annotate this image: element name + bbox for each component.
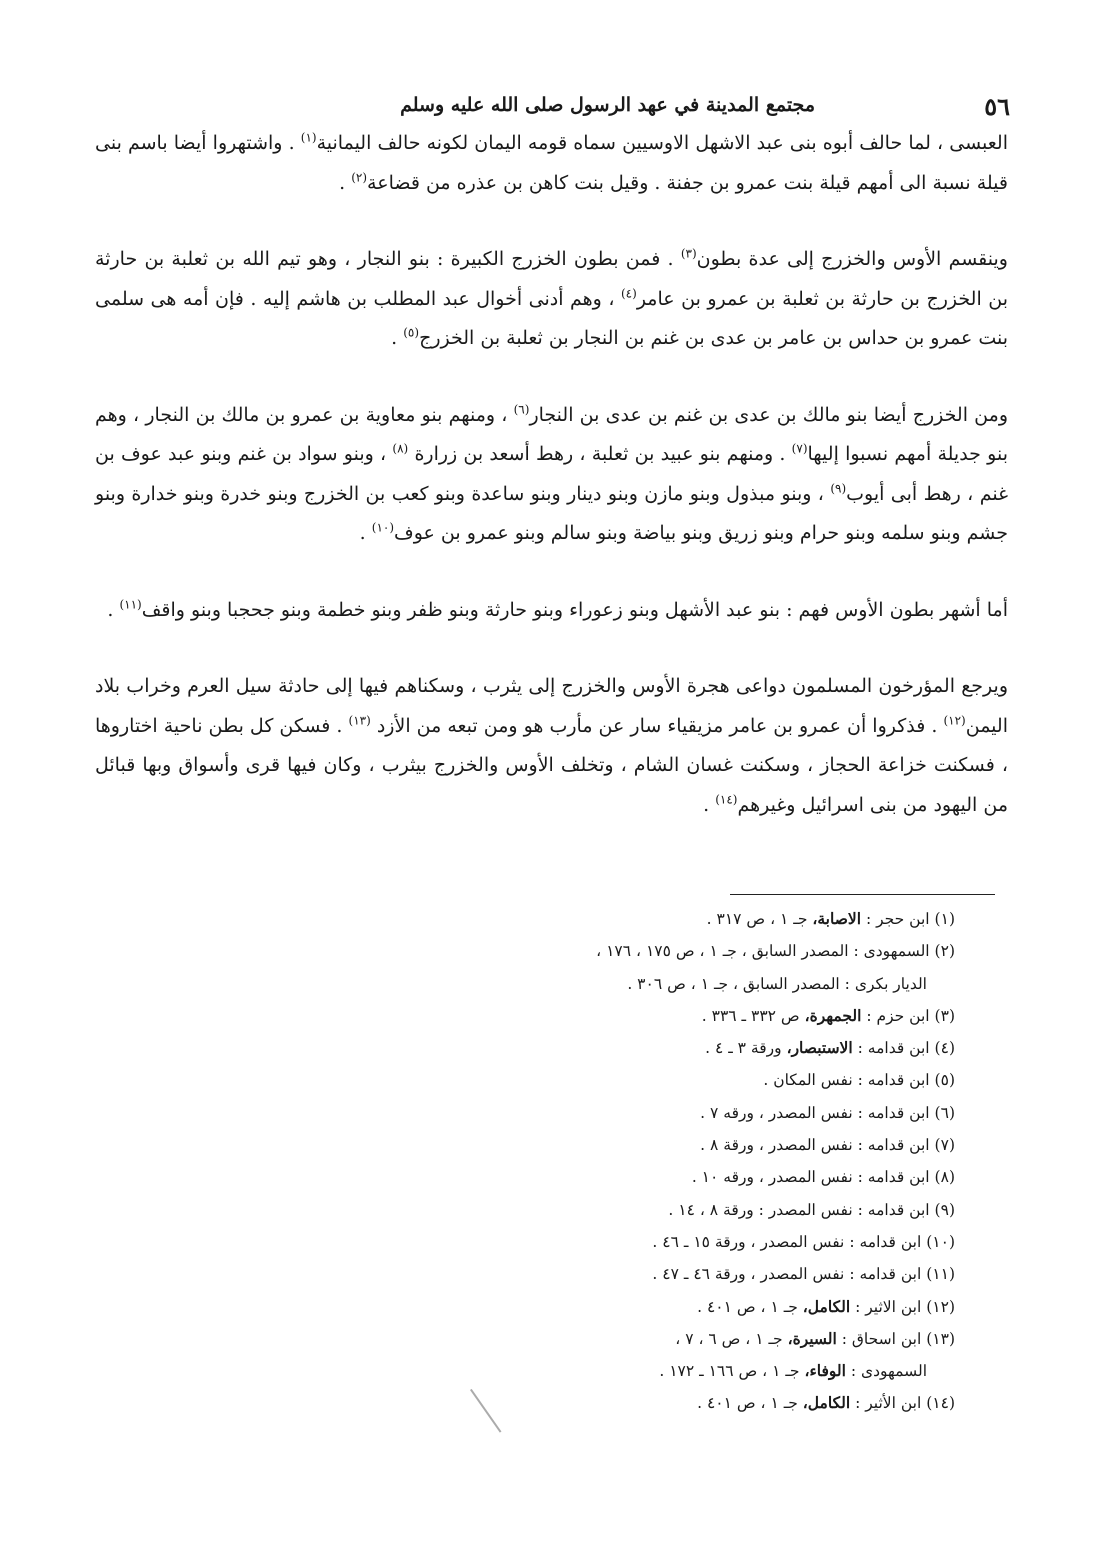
footnote-title: الكامل،: [802, 1296, 851, 1316]
page-header: [90, 92, 1010, 120]
footnote-detail: نفس المكان .: [763, 1071, 853, 1090]
footnote-ref[interactable]: (١٤): [715, 792, 738, 807]
paragraph: [95, 124, 1008, 203]
running-title: مجتمع المدينة في عهد الرسول صلى الله عليه وسلم: [400, 94, 815, 116]
footnote-item: [395, 1323, 955, 1355]
footnote-author: ابن اسحاق :: [841, 1329, 922, 1348]
text-run: وأسواق وبها قبائل من اليهود من بنى اسرائيل وغيرهم: [95, 754, 1008, 816]
footnote-detail: نفس المصدر ، ورقة ١٥ ـ ٤٦ .: [652, 1232, 845, 1251]
footnote-number: (٥): [934, 1071, 955, 1090]
text-run: واقف: [141, 598, 185, 621]
footnote-item: [395, 1032, 955, 1064]
footnote-number: (١٤): [926, 1394, 955, 1413]
footnote-ref[interactable]: (٥): [403, 325, 420, 340]
footnote-author: ابن قدامه :: [849, 1232, 922, 1251]
footnote-detail: نفس المصدر ، ورقة ٤٦ ـ ٤٧ .: [652, 1265, 845, 1284]
footnote-number: (١٢): [926, 1297, 955, 1316]
footnote-item: [395, 1194, 955, 1226]
footnote-detail: جـ ١ ، ص ٦ ، ٧ ،: [675, 1329, 783, 1348]
footnote-title: الاصابة،: [812, 909, 862, 928]
text-run: وخراب بلاد اليمن: [95, 675, 1008, 737]
body-text: [95, 124, 1008, 862]
footnote-detail: المصدر السابق ، جـ ١ ، ص ١٧٥ ، ١٧٦ ،: [596, 942, 849, 961]
footnote-ref[interactable]: (٤): [620, 286, 637, 301]
footnote-author: ابن حجر :: [865, 910, 930, 928]
footnote-author: ابن الأثير :: [855, 1394, 922, 1413]
paragraph-text: [95, 240, 1008, 359]
paragraph: [95, 667, 1008, 825]
text-run: خدرة وبنو خدارة وبنو جشم وبنو سلمه وبنو حرام وبنو زريق وبنو بياضة وبنو سالم وبنو عمرو بن عوف: [95, 482, 1008, 544]
footnote-ref[interactable]: (٩): [830, 481, 847, 496]
text-run: . فذكروا أن عمرو بن عامر مزيقياء سار عن مأرب هو ومن تبعه من الأزد: [376, 714, 944, 737]
footnote-number: (٦): [934, 1103, 955, 1122]
footnote-item: [395, 935, 955, 967]
text-run: وبنو عبد عوف بن غنم ، رهط أبى أيوب: [95, 443, 1009, 505]
footnote-ref[interactable]: (٧): [791, 441, 808, 456]
footnote-ref[interactable]: (٦): [513, 402, 530, 417]
footnote-detail: جـ ١ ، ص ٤٠١ .: [697, 1297, 798, 1316]
text-run: .: [703, 793, 716, 816]
footnote-number: (١): [934, 910, 955, 928]
footnote-item: [395, 968, 955, 1000]
footnote-ref[interactable]: (١٠): [371, 520, 395, 535]
footnote-item: [395, 1291, 955, 1323]
footnote-item: [395, 1097, 955, 1129]
text-run: . فمن بطون الخزرج الكبيرة : بنو النجار ، وهو تيم الله بن ثعلبة بن: [144, 248, 681, 270]
text-run: ، وهم أدنى أخوال عبد المطلب بن هاشم إليه . فإن أمه هى: [150, 287, 621, 310]
text-run: ، ومنهم بنو معاوية بن عمرو بن مالك بن: [195, 403, 514, 426]
paragraph-text: [95, 396, 1008, 554]
text-run: .: [339, 171, 352, 194]
footnote-item: [395, 1226, 955, 1258]
footnote-title: الاستبصار،: [786, 1038, 853, 1058]
paragraph-text: [95, 591, 1008, 631]
footnote-number: (٨): [934, 1168, 955, 1187]
text-run: ويرجع المؤرخون المسلمون دواعى هجرة الأوس والخزرج إلى يثرب ، وسكناهم فيها إلى حادثة سيل العرم: [187, 675, 1008, 697]
footnote-author: السمهودى :: [853, 942, 930, 961]
paragraph: [95, 396, 1008, 554]
paragraph-text: [95, 667, 1008, 825]
text-run: . فسكن كل بطن: [208, 714, 349, 737]
footnote-author: ابن حزم :: [866, 1006, 930, 1025]
footnote-detail: نفس المصدر ، ورقة ٨ .: [700, 1136, 853, 1155]
text-run: ومن الخزرج أيضا بنو مالك بن عدى بن غنم بن عدى بن النجار: [529, 403, 1008, 426]
text-run: ، وبنو مبذول وبنو مازن وبنو دينار وبنو ساعدة وبنو كعب بن الخزرج وبنو: [267, 482, 831, 505]
text-run: أما أشهر بطون الأوس فهم : بنو عبد الأشهل وبنو زعوراء وبنو حارثة وبنو ظفر وبنو خطمة وبنو جحجبا وبنو: [191, 598, 1008, 621]
footnote-title: السيرة،: [787, 1328, 837, 1348]
text-run: وينقسم الأوس والخزرج إلى عدة بطون: [696, 248, 1008, 270]
footnote-detail: نفس المصدر ، ورقه ١٠ .: [691, 1168, 853, 1187]
paragraph: [95, 591, 1008, 631]
text-run: .: [359, 522, 372, 544]
text-run: العبسى ، لما حالف أبوه بنى عبد الاشهل الاوسيين سماه قومه اليمان لكونه حالف اليمانية: [316, 132, 1009, 154]
footnote-ref[interactable]: (٣): [680, 246, 697, 261]
footnote-detail: نفس المصدر ، ورقه ٧ .: [700, 1103, 853, 1122]
page-number: ٥٦: [984, 92, 1010, 121]
footnote-author: ابن قدامه :: [857, 1103, 930, 1122]
footnote-detail: جـ ١ ، ص ٣١٧ .: [706, 910, 808, 928]
footnote-number: (٣): [934, 1006, 955, 1025]
footnote-number: (٤): [934, 1039, 955, 1058]
footnote-ref[interactable]: (١٣): [348, 713, 371, 728]
footnote-item: [395, 1258, 955, 1290]
footnote-author: ابن قدامه :: [857, 1071, 930, 1090]
footnote-author: ابن الاثير :: [855, 1297, 922, 1316]
footnote-detail: ص ٣٣٢ ـ ٣٣٦ .: [701, 1006, 800, 1025]
footnote-ref[interactable]: (٢): [351, 170, 368, 185]
text-run: قيلة نسبة الى أمهم قيلة بنت عمرو بن جفنة . وقيل بنت كاهن بن عذره من قضاعة: [367, 171, 1008, 194]
footnote-number: (١١): [926, 1265, 955, 1284]
text-run: .: [107, 598, 120, 621]
footnote-divider: [730, 894, 995, 895]
footnote-number: (٧): [934, 1136, 955, 1155]
footnote-ref[interactable]: (١١): [119, 597, 142, 612]
footnote-item: [395, 903, 955, 935]
footnote-detail: المصدر السابق ، جـ ١ ، ص ٣٠٦ .: [627, 974, 840, 993]
footnote-detail: جـ ١ ، ص ١٦٦ ـ ١٧٢ .: [659, 1362, 800, 1381]
footnote-number: (٩): [934, 1200, 955, 1219]
footnote-item: [395, 1129, 955, 1161]
text-run: ناحية اختاروها ، فسكنت خزاعة الحجاز ، وسكنت غسان الشام ، وتخلف الأوس والخزرج بيثرب ، وكان فيها قرى: [95, 714, 1008, 776]
footnote-number: (١٠): [926, 1232, 955, 1251]
footnote-author: ابن قدامه :: [857, 1136, 930, 1155]
footnote-item: [395, 1355, 955, 1387]
text-run: . واشتهروا أيضا باسم بنى: [95, 132, 301, 154]
footnote-detail: نفس المصدر : ورقة ٨ ، ١٤ .: [668, 1200, 853, 1219]
footnote-ref[interactable]: (١٢): [943, 713, 966, 728]
footnote-item: [395, 1064, 955, 1096]
footnote-item: [395, 1000, 955, 1032]
footnote-author: ابن قدامه :: [857, 1039, 930, 1058]
footnote-number: (٢): [934, 942, 955, 961]
text-run: النجار ، وهم بنو جديلة أمهم نسبوا إليها: [95, 403, 1008, 465]
footnote-title: الكامل،: [802, 1393, 851, 1413]
footnote-item: [395, 1161, 955, 1193]
footnote-detail: ورقة ٣ ـ ٤ .: [705, 1039, 782, 1058]
footnote-author: السمهودى :: [850, 1362, 927, 1381]
text-run: حارثة بن الخزرج بن حارثة بن ثعلبة بن عمرو بن عامر: [95, 248, 1008, 310]
text-run: ، وبنو سواد بن غنم: [237, 443, 393, 465]
text-run: . ومنهم بنو عبيد بن ثعلبة ، رهط أسعد بن زرارة: [414, 443, 792, 465]
footnote-author: ابن قدامه :: [849, 1265, 922, 1284]
footnotes-list: [395, 903, 955, 1420]
footnote-author: ابن قدامه :: [857, 1168, 930, 1187]
footnote-ref[interactable]: (١): [300, 130, 317, 145]
paragraph-text: [95, 124, 1008, 203]
footnote-author: ابن قدامه :: [857, 1200, 930, 1219]
footnote-number: (١٣): [926, 1329, 955, 1348]
footnote-title: الوفاء،: [804, 1361, 846, 1381]
text-run: سلمى بنت عمرو بن حداس بن عامر بن عدى بن غنم بن النجار بن ثعلبة بن الخزرج: [95, 287, 1008, 349]
footnote-detail: جـ ١ ، ص ٤٠١ .: [697, 1394, 798, 1413]
paragraph: [95, 240, 1008, 359]
footnote-author: الديار بكرى :: [844, 974, 927, 993]
text-run: .: [391, 327, 404, 349]
footnote-title: الجمهرة،: [804, 1005, 862, 1025]
footnote-ref[interactable]: (٨): [392, 441, 409, 456]
